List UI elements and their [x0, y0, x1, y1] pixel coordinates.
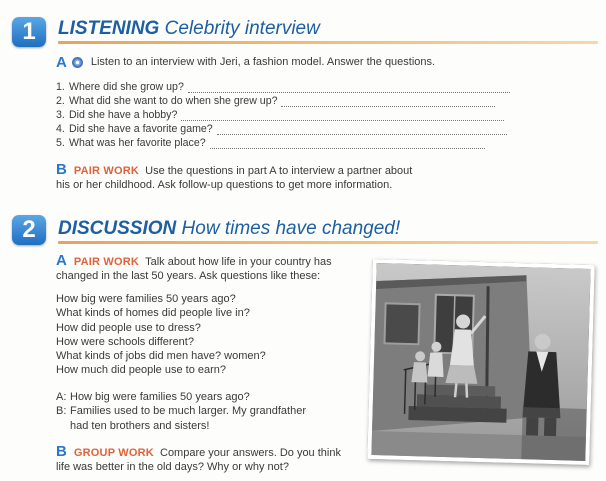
part-b-line-1: Compare your answers. Do you think: [160, 447, 341, 459]
part-b-line-1: Use the questions in part A to interview a partner about: [145, 165, 413, 177]
part-a-letter: A: [56, 54, 67, 71]
section-1-heading: LISTENING: [58, 18, 160, 39]
dialog-line: [56, 404, 306, 418]
question-text: Where did she grow up?: [69, 81, 184, 93]
question-text: What did she want to do when she grew up?: [69, 95, 278, 107]
prompt-item: How much did people use to earn?: [56, 364, 226, 377]
part-b-line-2: life was better in the old days? Why or why not?: [56, 461, 289, 474]
answer-line[interactable]: [217, 126, 507, 135]
vintage-family-photo: [367, 259, 594, 465]
section-2-subheading: How times have changed!: [181, 218, 401, 239]
question-item: [56, 137, 485, 149]
group-work-label: GROUP WORK: [73, 447, 154, 459]
photo-illustration: [371, 263, 590, 461]
dialog-text: Families used to be much larger. My grandfather: [70, 405, 307, 418]
part-a-line-2: changed in the last 50 years. Ask questions like these:: [56, 270, 321, 283]
part-b-letter: B: [56, 161, 67, 178]
discussion-prompts: [56, 292, 266, 378]
question-text: Did she have a favorite game?: [69, 123, 213, 135]
question-number: 3.: [56, 109, 65, 121]
dialog-speaker: B:: [56, 405, 67, 418]
part-b-letter: B: [56, 443, 67, 460]
dialog-continuation: had ten brothers and sisters!: [70, 419, 210, 432]
section-1-rule: [58, 41, 598, 44]
example-dialog: [56, 390, 306, 433]
question-number: 5.: [56, 137, 65, 149]
pair-work-label: PAIR WORK: [73, 165, 140, 177]
dialog-speaker: A:: [56, 391, 67, 403]
section-2-part-b: [56, 445, 366, 475]
section-2-number: 2: [12, 215, 46, 245]
part-a-line-1: Talk about how life in your country has: [145, 256, 332, 268]
prompt-item: How big were families 50 years ago?: [56, 293, 236, 305]
answer-line[interactable]: [210, 140, 485, 149]
section-1-title: [58, 18, 320, 40]
question-item: [56, 109, 504, 121]
question-number: 1.: [56, 81, 65, 93]
question-item: [56, 95, 495, 107]
section-2-title: [58, 218, 400, 240]
dialog-text: How big were families 50 years ago?: [70, 391, 250, 403]
question-item: [56, 81, 510, 93]
answer-line[interactable]: [188, 84, 510, 93]
part-b-line-2: his or her childhood. Ask follow-up questions to get more information.: [56, 179, 393, 192]
part-a-instruction: Listen to an interview with Jeri, a fashion model. Answer the questions.: [90, 56, 436, 69]
question-number: 4.: [56, 123, 65, 135]
prompt-item: How were schools different?: [56, 335, 194, 348]
section-2-rule: [58, 241, 598, 244]
dialog-line: [56, 390, 306, 404]
pair-work-label: PAIR WORK: [73, 256, 140, 268]
answer-line[interactable]: [281, 98, 495, 107]
part-a-letter: A: [56, 252, 67, 269]
section-1-number: 1: [12, 17, 46, 47]
question-text: Did she have a hobby?: [69, 109, 178, 121]
prompt-item: How did people use to dress?: [56, 321, 201, 334]
question-text: What was her favorite place?: [69, 137, 206, 149]
section-1-subheading: Celebrity interview: [164, 18, 320, 39]
section-1-part-b: [56, 163, 476, 193]
prompt-item: What kinds of homes did people live in?: [56, 307, 250, 320]
section-1-part-a: [56, 54, 435, 71]
question-item: [56, 123, 507, 135]
prompt-item: What kinds of jobs did men have? women?: [56, 350, 266, 363]
section-2-heading: DISCUSSION: [58, 218, 177, 239]
question-number: 2.: [56, 95, 65, 107]
cd-audio-icon[interactable]: [72, 57, 83, 68]
section-2-part-a: [56, 254, 366, 284]
answer-line[interactable]: [181, 112, 504, 121]
